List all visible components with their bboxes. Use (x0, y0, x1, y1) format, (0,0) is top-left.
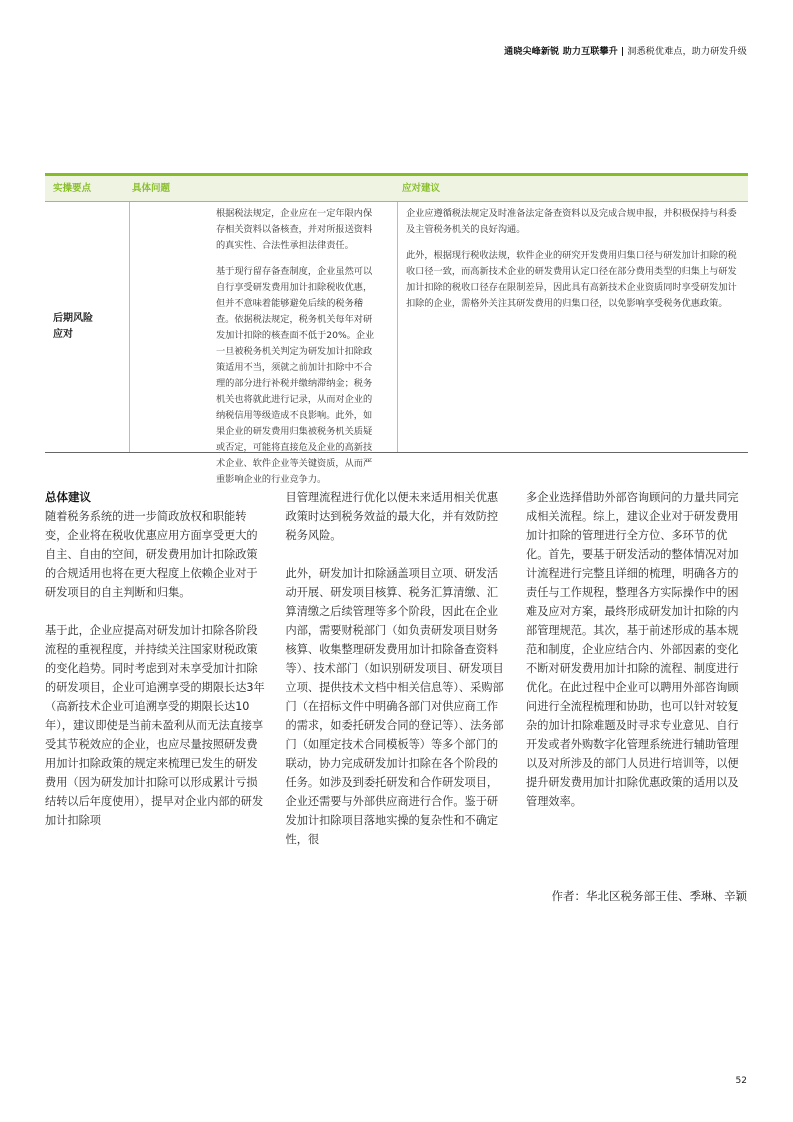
suggestion-cell (398, 202, 748, 452)
suggestion-paragraph: 此外，根据现行税收法规，软件企业的研究开发费用归集口径与研发加计扣除的税收口径一致，而高新技术企业的研发费用认定口径在部分费用类型的归集上与研发加计扣除的税收口径存在限制差异，因此具有高新技术企业资质同时享受研发加计扣除的企业，需格外关注其研发费用的归集口径，以免影响享受税务优惠政策。 (406, 250, 737, 309)
table-header-cell: 具体问题 (132, 182, 171, 194)
column-2 (286, 488, 508, 868)
header-subtitle: 洞悉税优难点，助力研发升级 (627, 47, 747, 57)
problem-cell (130, 202, 398, 485)
column-1 (45, 488, 267, 868)
table-header-row (45, 176, 748, 202)
body-columns (45, 488, 748, 868)
table-header-cell: 应对建议 (402, 182, 441, 194)
column-3 (526, 488, 748, 868)
problem-paragraph: 根据税法规定，企业应在一定年限内保存相关资料以备核查，并对所报送资料的真实性、合法性承担法律责任。 (216, 208, 373, 251)
body-paragraph: 随着税务系统的进一步简政放权和职能转变，企业将在税收优惠应用方面享受更大的自主、自由的空间，研发费用加计扣除政策的合规适用也将在更大程度上依赖企业对于研发项目的自主判断和归集。 (45, 510, 258, 599)
body-paragraph: 基于此，企业应提高对研发加计扣除各阶段流程的重视程度，并持续关注国家财税政策的变化趋势。同时考虑到对未享受加计扣除的研发项目，企业可追溯享受的期限长达3年（高新技术企业可追溯享受的期限长达10年），建议即使是当前未盈利从而无法直接享受其节税效应的企业，也应尽量按照研发费用加计扣除政策的规定来梳理已发生的研发费用（因为研发加计扣除可以形成累计亏损结转以后年度使用），提早对企业内部的研发加计扣除项 (45, 624, 265, 827)
section-heading: 总体建议 (45, 490, 91, 504)
table-header-cell: 实操要点 (53, 182, 92, 194)
row-label (45, 202, 130, 452)
header-separator: | (620, 47, 625, 57)
body-paragraph: 此外，研发加计扣除涵盖项目立项、研发活动开展、研发项目核算、税务汇算清缴、汇算清缴之后续管理等多个阶段，因此在企业内部，需要财税部门（如负责研发项目财务核算、收集整理研发费用加计扣除备查资料等）、技术部门（如识别研发项目、研发项目立项、提供技术文档中相关信息等）、采购部门（在招标文件中明确各部门对供应商工作的需求，如委托研发合同的登记等）、法务部门（如厘定技术合同模板等）等多个部门的联动，协力完成研发加计扣除在各个阶段的任务。如涉及到委托研发和合作研发项目，企业还需要与外部供应商进行合作。鉴于研发加计扣除项目落地实操的复杂性和不确定性，很 (285, 567, 504, 846)
suggestion-paragraph: 企业应遵循税法规定及时准备法定备查资料以及完成合规申报，并积极保持与科委及主管税务机关的良好沟通。 (406, 208, 737, 235)
header-title: 通晓尖峰新锐 助力互联攀升 (504, 47, 618, 57)
author-credit: 作者：华北区税务部王佳、季琳、辛颖 (551, 889, 747, 903)
body-paragraph: 多企业选择借助外部咨询顾问的力量共同完成相关流程。综上，建议企业对于研发费用加计扣除的管理进行全方位、多环节的优化。首先，要基于研发活动的整体情况对加计流程进行完整且详细的梳理，明确各方的责任与工作规程，整理各方实际操作中的困难及应对方案，最终形成研发加计扣除的内部管理规范。其次，基于前述形成的基本规范和制度，企业应结合内、外部因素的变化不断对研发费用加计扣除的流程、制度进行优化。在此过程中企业可以聘用外部咨询顾问进行全流程梳理和协助，也可以针对较复杂的加计扣除难题及时寻求专业意见、自行开发或者外购数字化管理系统进行辅助管理以及对所涉及的部门人员进行培训等，以便提升研发费用加计扣除优惠政策的适用以及管理效率。 (526, 491, 739, 808)
page-header (504, 44, 747, 57)
problem-paragraph: 基于现行留存备查制度，企业虽然可以自行享受研发费用加计扣除税收优惠，但并不意味着能够避免后续的税务稽查。依据税法规定，税务机关每年对研发加计扣除的核查面不低于20%。企业一旦被税务机关判定为研发加计扣除政策适用不当，须就之前加计扣除中不合理的部分进行补税并缴纳滞纳金；税务机关也将就此进行记录，从而对企业的纳税信用等级造成不良影响。此外，如果企业的研发费用归集被税务机关质疑或否定，可能将直接危及企业的高新技术企业、软件企业等关键资质，从而严重影响企业的行业竞争力。 (216, 266, 375, 485)
table-row (45, 202, 748, 485)
page-number: 52 (735, 1076, 747, 1086)
row-label-text: 后期风险 应对 (53, 313, 93, 340)
body-paragraph: 目管理流程进行优化以便未来适用相关优惠政策时达到税务效益的最大化，并有效防控税务风险。 (285, 491, 499, 542)
risk-table (45, 173, 748, 485)
